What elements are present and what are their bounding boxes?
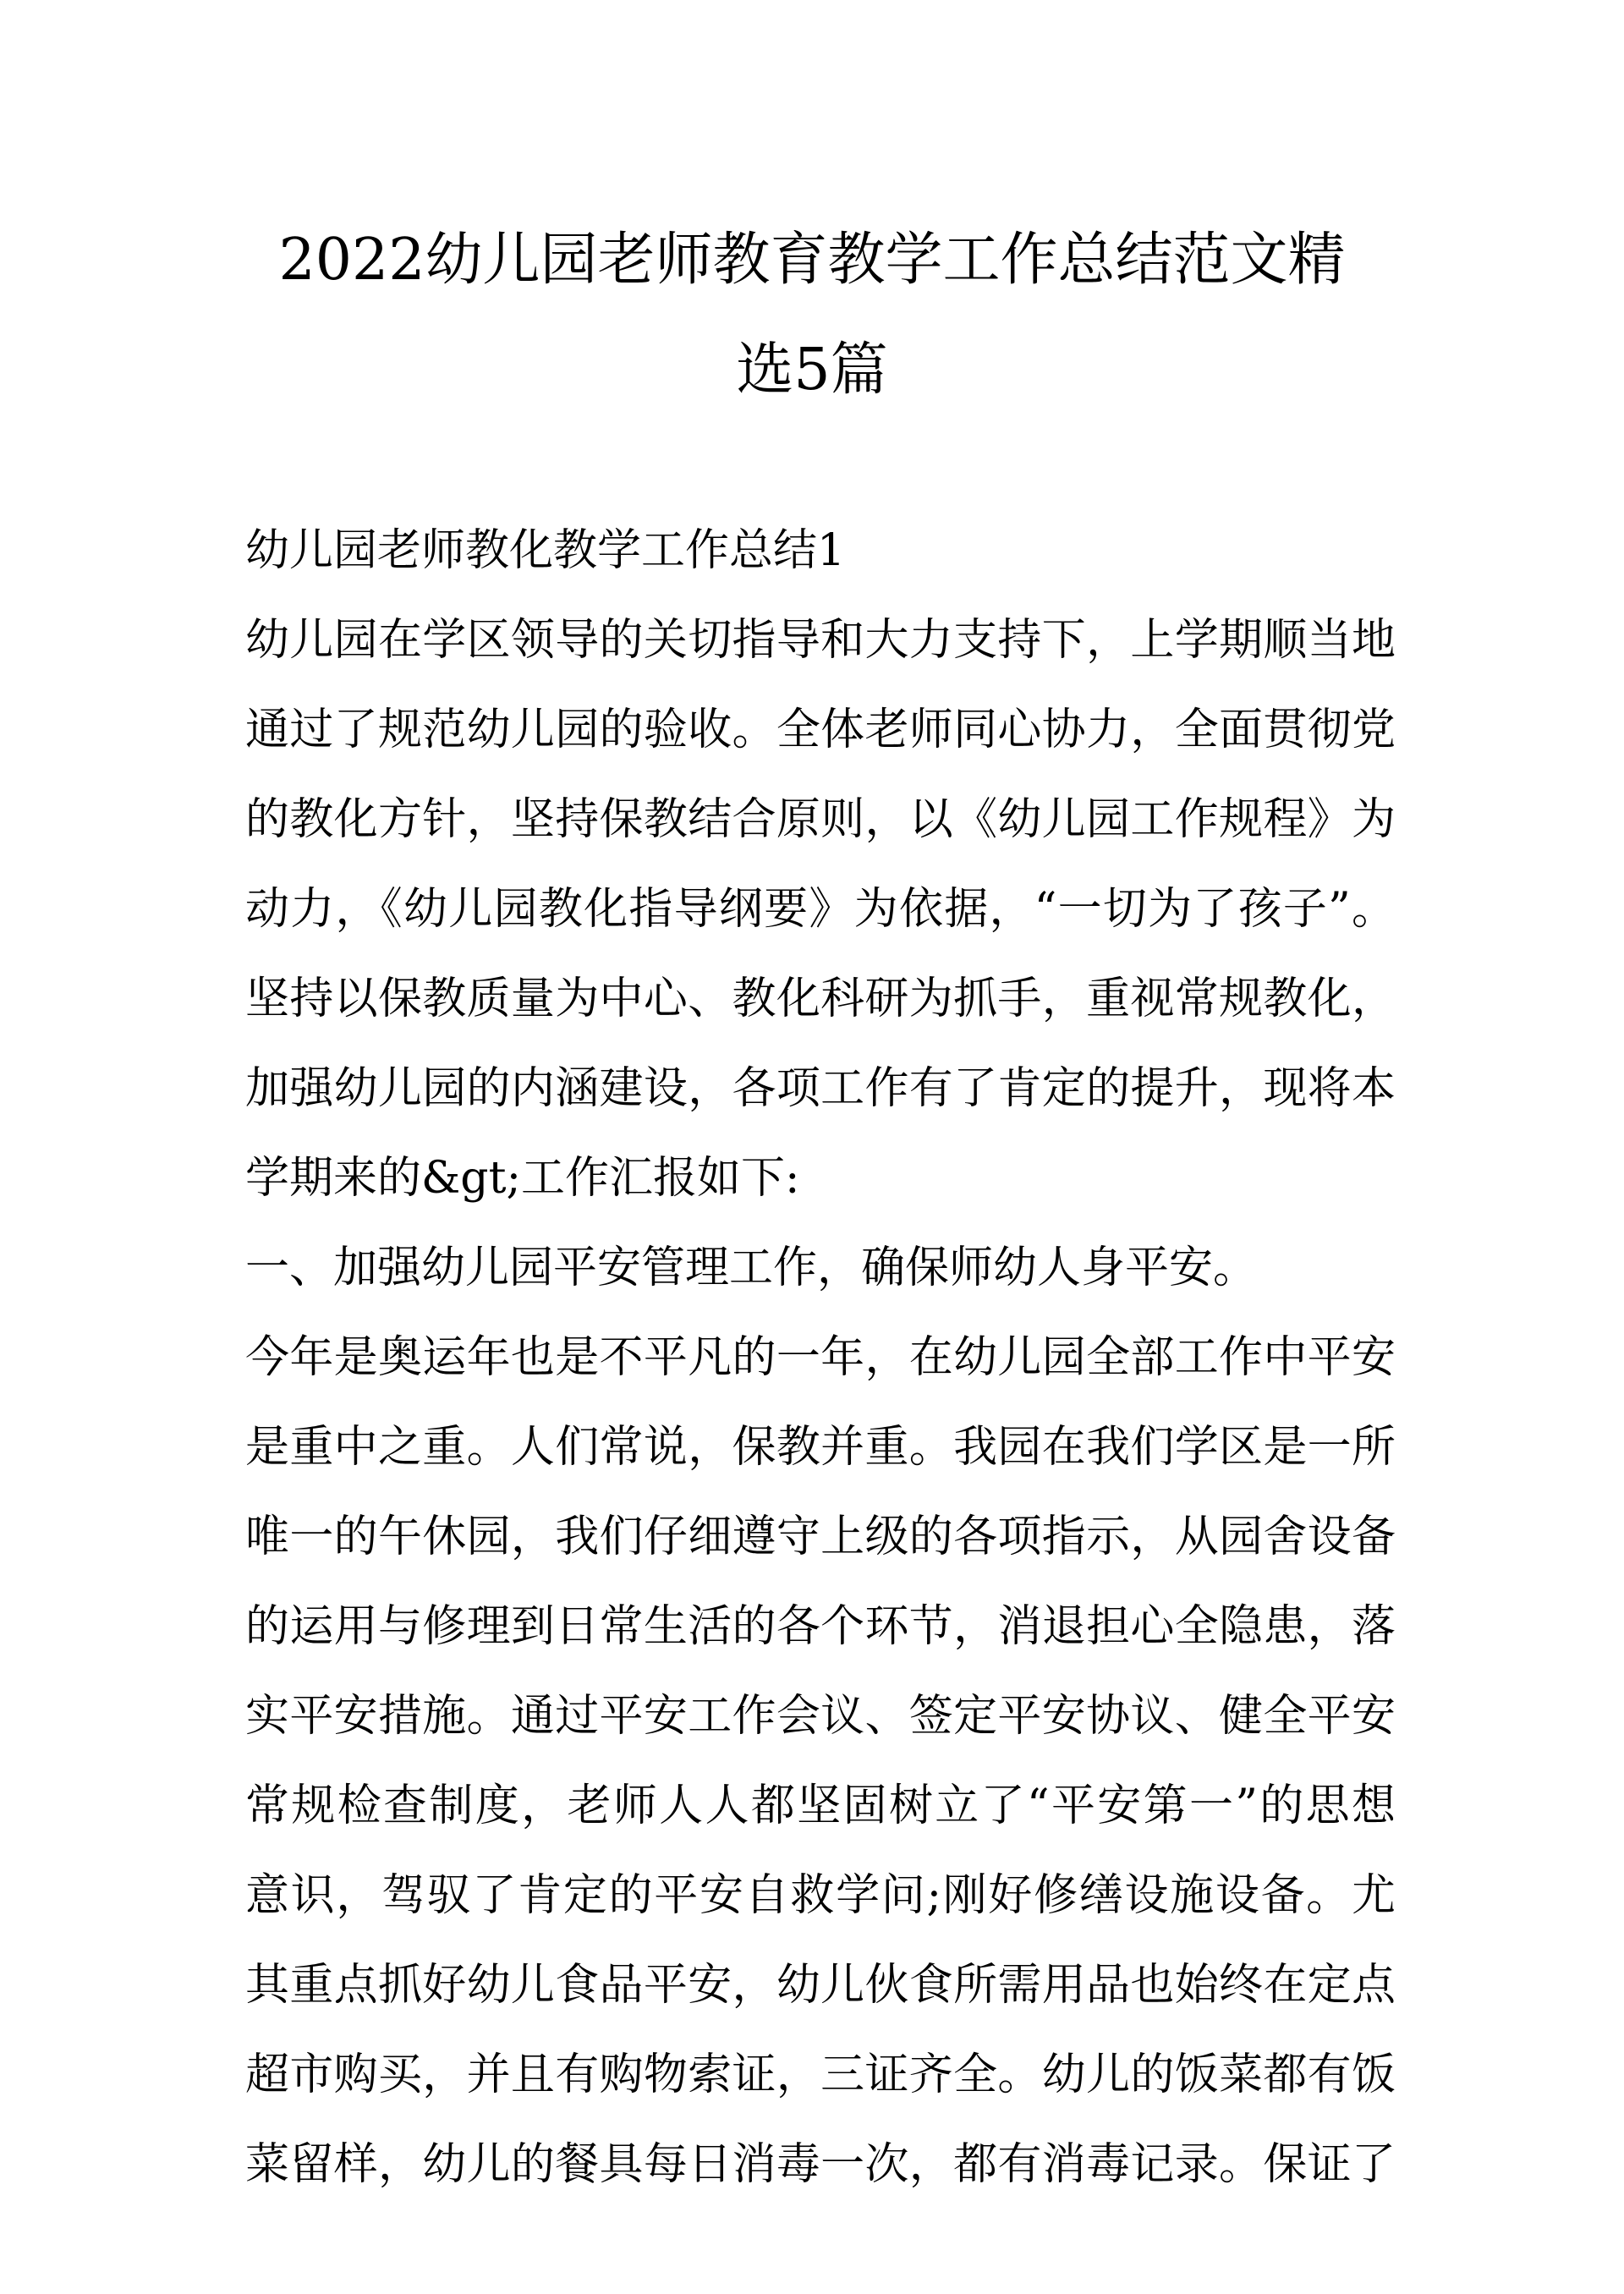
paragraph-2-line: 常规检查制度，老师人人都坚固树立了“平安第一”的思想 [245,1781,1396,1831]
section-heading: 幼儿园老师教化教学工作总结1 [245,525,846,576]
paragraph-2-line: 意识，驾驭了肯定的平安自救学问;刚好修缮设施设备。尤 [245,1870,1396,1921]
paragraph-1-line: 加强幼儿园的内涵建设，各项工作有了肯定的提升，现将本 [245,1063,1396,1114]
paragraph-1-line: 坚持以保教质量为中心、教化科研为抓手，重视常规教化， [245,974,1396,1024]
paragraph-2-line: 唯一的午休园，我们仔细遵守上级的各项指示，从园舍设备 [245,1512,1396,1562]
paragraph-1-line: 学期来的&gt;工作汇报如下: [245,1153,800,1204]
document-body [245,506,1396,2209]
paragraph-2-line: 其重点抓好幼儿食品平安，幼儿伙食所需用品也始终在定点 [245,1960,1396,2011]
paragraph-2-line: 的运用与修理到日常生活的各个环节，消退担心全隐患，落 [245,1601,1396,1652]
paragraph-2-line: 今年是奥运年也是不平凡的一年，在幼儿园全部工作中平安 [245,1332,1396,1383]
paragraph-2-line: 超市购买，并且有购物索证，三证齐全。幼儿的饭菜都有饭 [245,2050,1396,2100]
document-title-line-1: 2022幼儿园老师教育教学工作总结范文精 [278,227,1346,294]
document-title-line-2: 选5篇 [736,337,888,403]
paragraph-1-line: 幼儿园在学区领导的关切指导和大力支持下，上学期顺当地 [245,615,1396,666]
paragraph-1-line: 动力，《幼儿园教化指导纲要》为依据，“一切为了孩子”。 [245,884,1396,935]
paragraph-2-line: 是重中之重。人们常说，保教并重。我园在我们学区是一所 [245,1422,1396,1473]
subheading: 一、加强幼儿园平安管理工作，确保师幼人身平安。 [245,1243,1258,1293]
paragraph-2-line: 实平安措施。通过平安工作会议、签定平安协议、健全平安 [245,1691,1396,1742]
paragraph-2-line: 菜留样，幼儿的餐具每日消毒一次，都有消毒记录。保证了 [245,2139,1396,2190]
paragraph-1-line: 通过了规范幼儿园的验收。全体老师同心协力，全面贯彻党 [245,705,1396,755]
paragraph-1-line: 的教化方针，坚持保教结合原则，以《幼儿园工作规程》为 [245,794,1396,845]
